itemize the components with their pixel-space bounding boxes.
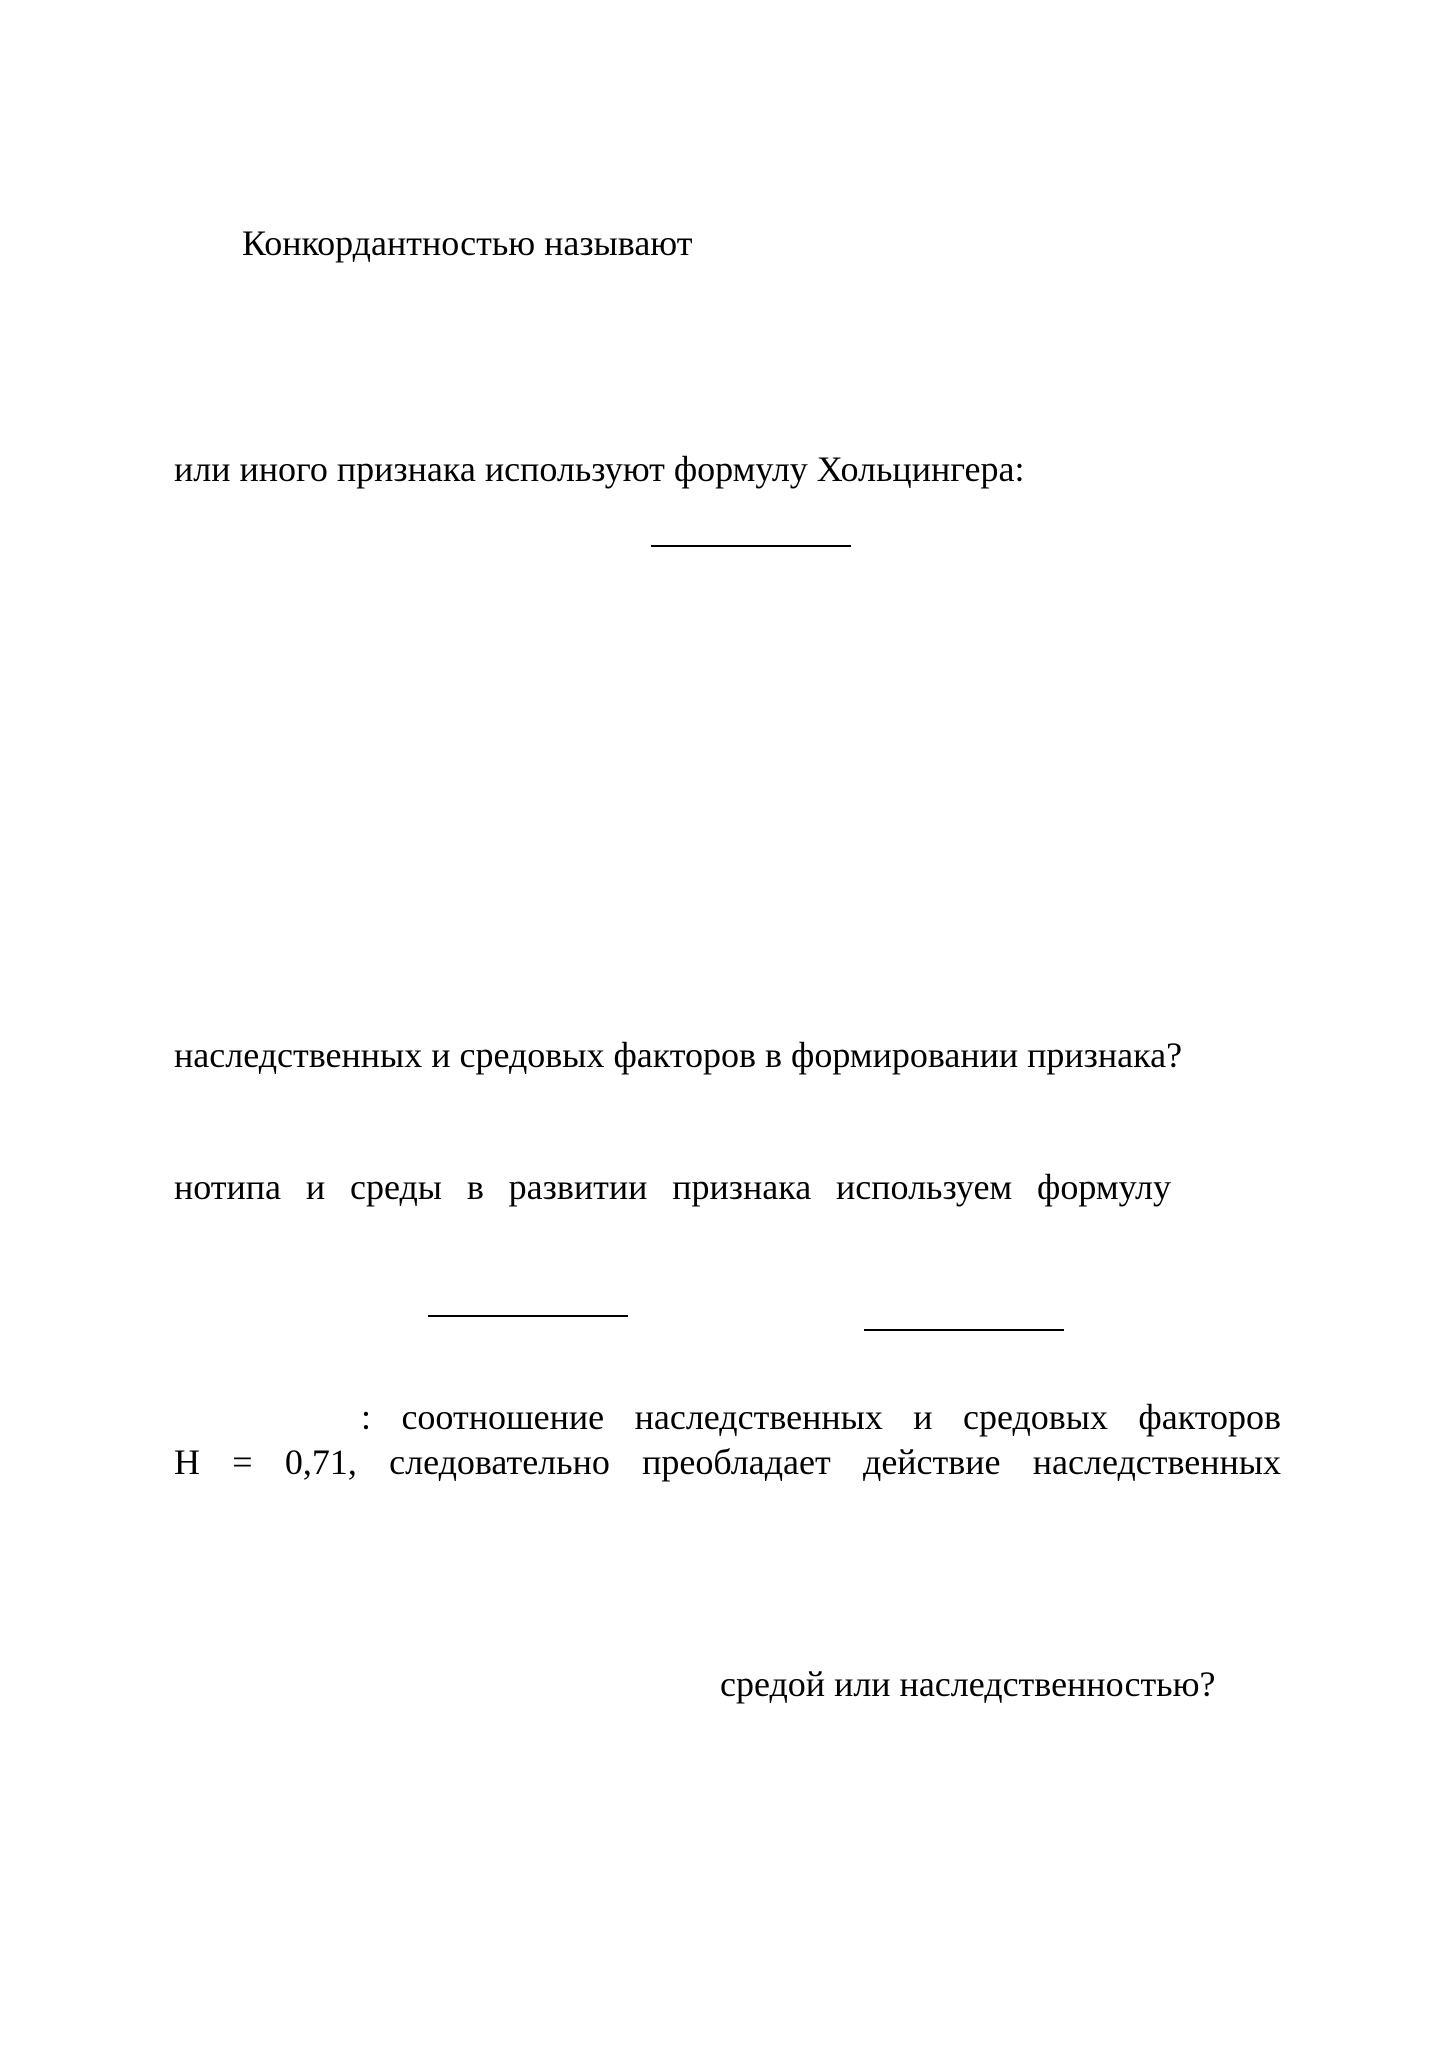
- paragraph-environment-heredity-question: средой или наследственностью?: [720, 1664, 1216, 1704]
- paragraph-genotype-environment: нотипа и среды в развитии признака используем формулу: [174, 1167, 1171, 1207]
- paragraph-holzinger-formula: или иного признака используют формулу Хольцингера:: [174, 449, 1025, 489]
- paragraph-h-value: H = 0,71, следовательно преобладает действие наследственных: [174, 1442, 1281, 1482]
- paragraph-ratio-conclusion: : соотношение наследственных и средовых факторов: [361, 1397, 1281, 1437]
- paragraph-factors-question: наследственных и средовых факторов в формировании признака?: [174, 1035, 1183, 1075]
- paragraph-concordance-heading: Конкордантностью называют: [242, 223, 693, 263]
- fraction-bar-1: [651, 545, 851, 547]
- fraction-bar-3: [864, 1329, 1064, 1331]
- fraction-bar-2: [428, 1315, 628, 1317]
